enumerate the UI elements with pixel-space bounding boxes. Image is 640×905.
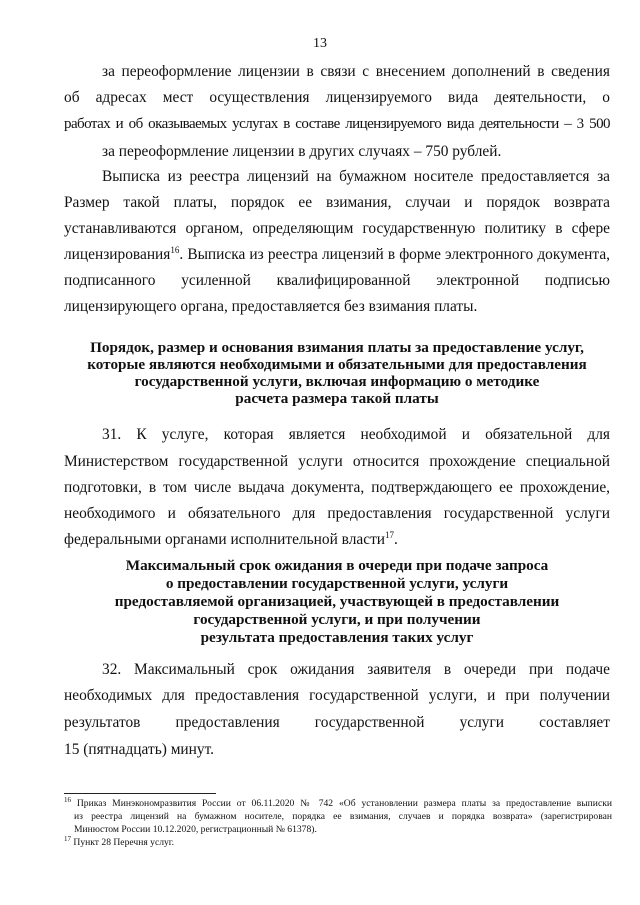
footnote-separator <box>64 793 216 794</box>
page-number: 13 <box>313 36 327 51</box>
heading2-line-5: результата предоставления таких услуг <box>200 629 474 646</box>
para32-line-4: 15 (пятнадцать) минут. <box>64 741 215 758</box>
footnote-16-line-1 <box>64 797 612 810</box>
para3-line-6: лицензирующего органа, предоставляется без взимания платы. <box>64 298 478 315</box>
para31-line-5-text: федеральными органами исполнительной власти <box>64 531 386 548</box>
para32-line-2: необходимых для предоставления государственной услуги, и при получении <box>64 687 610 704</box>
footnote-16-text-1: Приказ Минэкономразвития России от 06.11.2020 № 742 «Об установлении размера платы за предоставление выписки <box>76 798 612 809</box>
heading2-line-2: о предоставлении государственной услуги, услуги <box>165 575 509 592</box>
footnote-ref-16: 16 <box>170 245 180 255</box>
footnote-16-line-3: Минюстом России 10.12.2020, регистрационный № 61378). <box>74 824 317 835</box>
para3-line-4-text-a: лицензирования <box>64 246 171 263</box>
para31-line-4: необходимого и обязательного для предоставления государственной услуги <box>64 505 610 522</box>
para3-line-4-text-b: . Выписка из реестра лицензий в форме электронного документа, <box>179 246 610 263</box>
para3-line-2: Размер такой платы, порядок ее взимания, случаи и порядок возврата <box>64 194 610 211</box>
para32-line-3: результатов предоставления государственной услуги составляет <box>64 714 610 731</box>
heading2-line-4: государственной услуги, и при получении <box>193 611 481 628</box>
footnote-17-text: Пункт 28 Перечня услуг. <box>73 837 175 848</box>
heading1-line-1: Порядок, размер и основания взимания платы за предоставление услуг, <box>90 339 584 356</box>
para1-line-1: за переоформление лицензии в связи с внесением дополнений в сведения <box>102 63 610 80</box>
para31-line-5-period: . <box>394 531 398 548</box>
footnote-16-mark: 16 <box>64 797 71 804</box>
para31-line-2: Министерством государственной услуги относится прохождение специальной <box>64 453 610 470</box>
para1-line-2: об адресах мест осуществления лицензируемого вида деятельности, о <box>64 89 610 106</box>
heading2-line-1: Максимальный срок ожидания в очереди при подаче запроса <box>125 557 549 574</box>
para2-line: за переоформление лицензии в других случаях – 750 рублей. <box>102 143 502 160</box>
para32-line-1: 32. Максимальный срок ожидания заявителя в очереди при подаче <box>102 661 610 678</box>
footnote-16-line-2: из реестра лицензий на бумажном носителе, порядка ее взимания, случаев и порядка возврата» (зарегистрирован <box>74 811 612 822</box>
heading1-line-4: расчета размера такой платы <box>235 390 439 407</box>
footnote-17-line <box>64 836 612 849</box>
para1-line-3: работах и об оказываемых услугах в составе лицензируемого вида деятельности – 3 500 <box>64 116 610 132</box>
para3-line-5: подписанного усиленной квалифицированной электронной подписью <box>64 272 610 289</box>
footnote-ref-17: 17 <box>385 530 395 540</box>
para31-line-5 <box>64 530 610 550</box>
para3-line-1: Выписка из реестра лицензий на бумажном носителе предоставляется за <box>102 168 610 185</box>
para3-line-3: устанавливаются органом, определяющим государственную политику в сфере <box>64 220 610 237</box>
heading2-line-3: предоставляемой организацией, участвующей в предоставлении <box>114 593 560 610</box>
heading1-line-2: которые являются необходимыми и обязательными для предоставления <box>87 356 587 373</box>
para31-line-1: 31. К услуге, которая является необходимой и обязательной для <box>102 426 610 443</box>
para3-line-4 <box>64 245 610 265</box>
footnote-17-mark: 17 <box>64 835 71 843</box>
para31-line-3: подготовки, в том числе выдача документа, подтверждающего ее прохождение, <box>64 479 610 496</box>
heading1-line-3: государственной услуги, включая информацию о методике <box>134 373 540 390</box>
